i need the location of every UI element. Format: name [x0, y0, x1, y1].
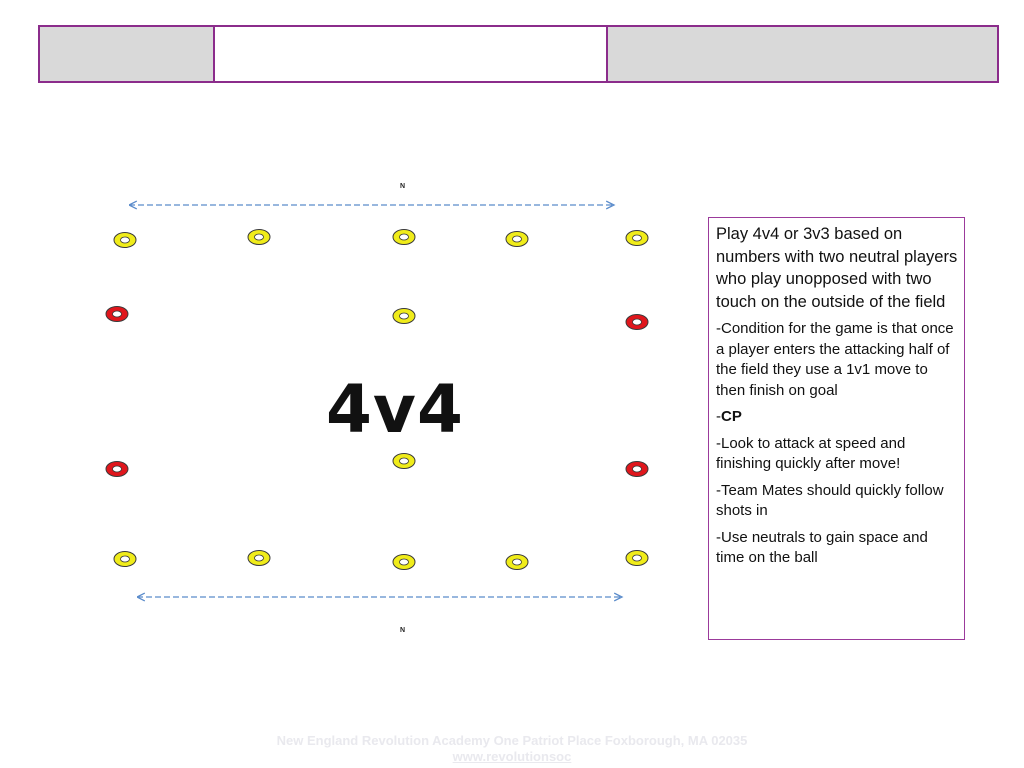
yellow-cone	[506, 555, 528, 570]
coaching-point: -Use neutrals to gain space and time on the ball	[716, 528, 928, 566]
yellow-cone	[114, 233, 136, 248]
coaching-point: -Condition for the game is that once a player enters the attacking half of the field they use a 1v1 move to then finish on goal	[716, 320, 954, 399]
notes-intro: Play 4v4 or 3v3 based on numbers with two neutral players who play unopposed with two touch on the outside of the field	[716, 225, 958, 311]
footer-website-link[interactable]: www.revolutionsoc	[452, 749, 572, 764]
yellow-cone	[393, 230, 415, 245]
footer-address: New England Revolution Academy One Patriot Place Foxborough, MA 02035	[276, 733, 748, 748]
coaching-point: -Team Mates should quickly follow shots in	[716, 481, 944, 519]
notes-points	[716, 319, 958, 569]
yellow-cone	[248, 230, 270, 245]
red-cone	[626, 462, 648, 477]
yellow-cone	[248, 551, 270, 566]
coaching-notes-box	[708, 217, 965, 640]
bottom-n-label: N	[400, 627, 406, 634]
yellow-cone	[393, 454, 415, 469]
coaching-point: -CP	[716, 408, 742, 425]
drill-title: 4v4	[326, 371, 464, 448]
yellow-cone	[393, 555, 415, 570]
footer	[0, 733, 1024, 765]
red-cone	[106, 462, 128, 477]
yellow-cone	[626, 551, 648, 566]
red-cone	[106, 307, 128, 322]
red-cone	[626, 315, 648, 330]
coaching-point: -Look to attack at speed and finishing quickly after move!	[716, 434, 906, 472]
yellow-cone	[114, 552, 136, 567]
yellow-cone	[506, 232, 528, 247]
top-n-label: N	[400, 183, 406, 190]
yellow-cone	[626, 231, 648, 246]
yellow-cone	[393, 309, 415, 324]
